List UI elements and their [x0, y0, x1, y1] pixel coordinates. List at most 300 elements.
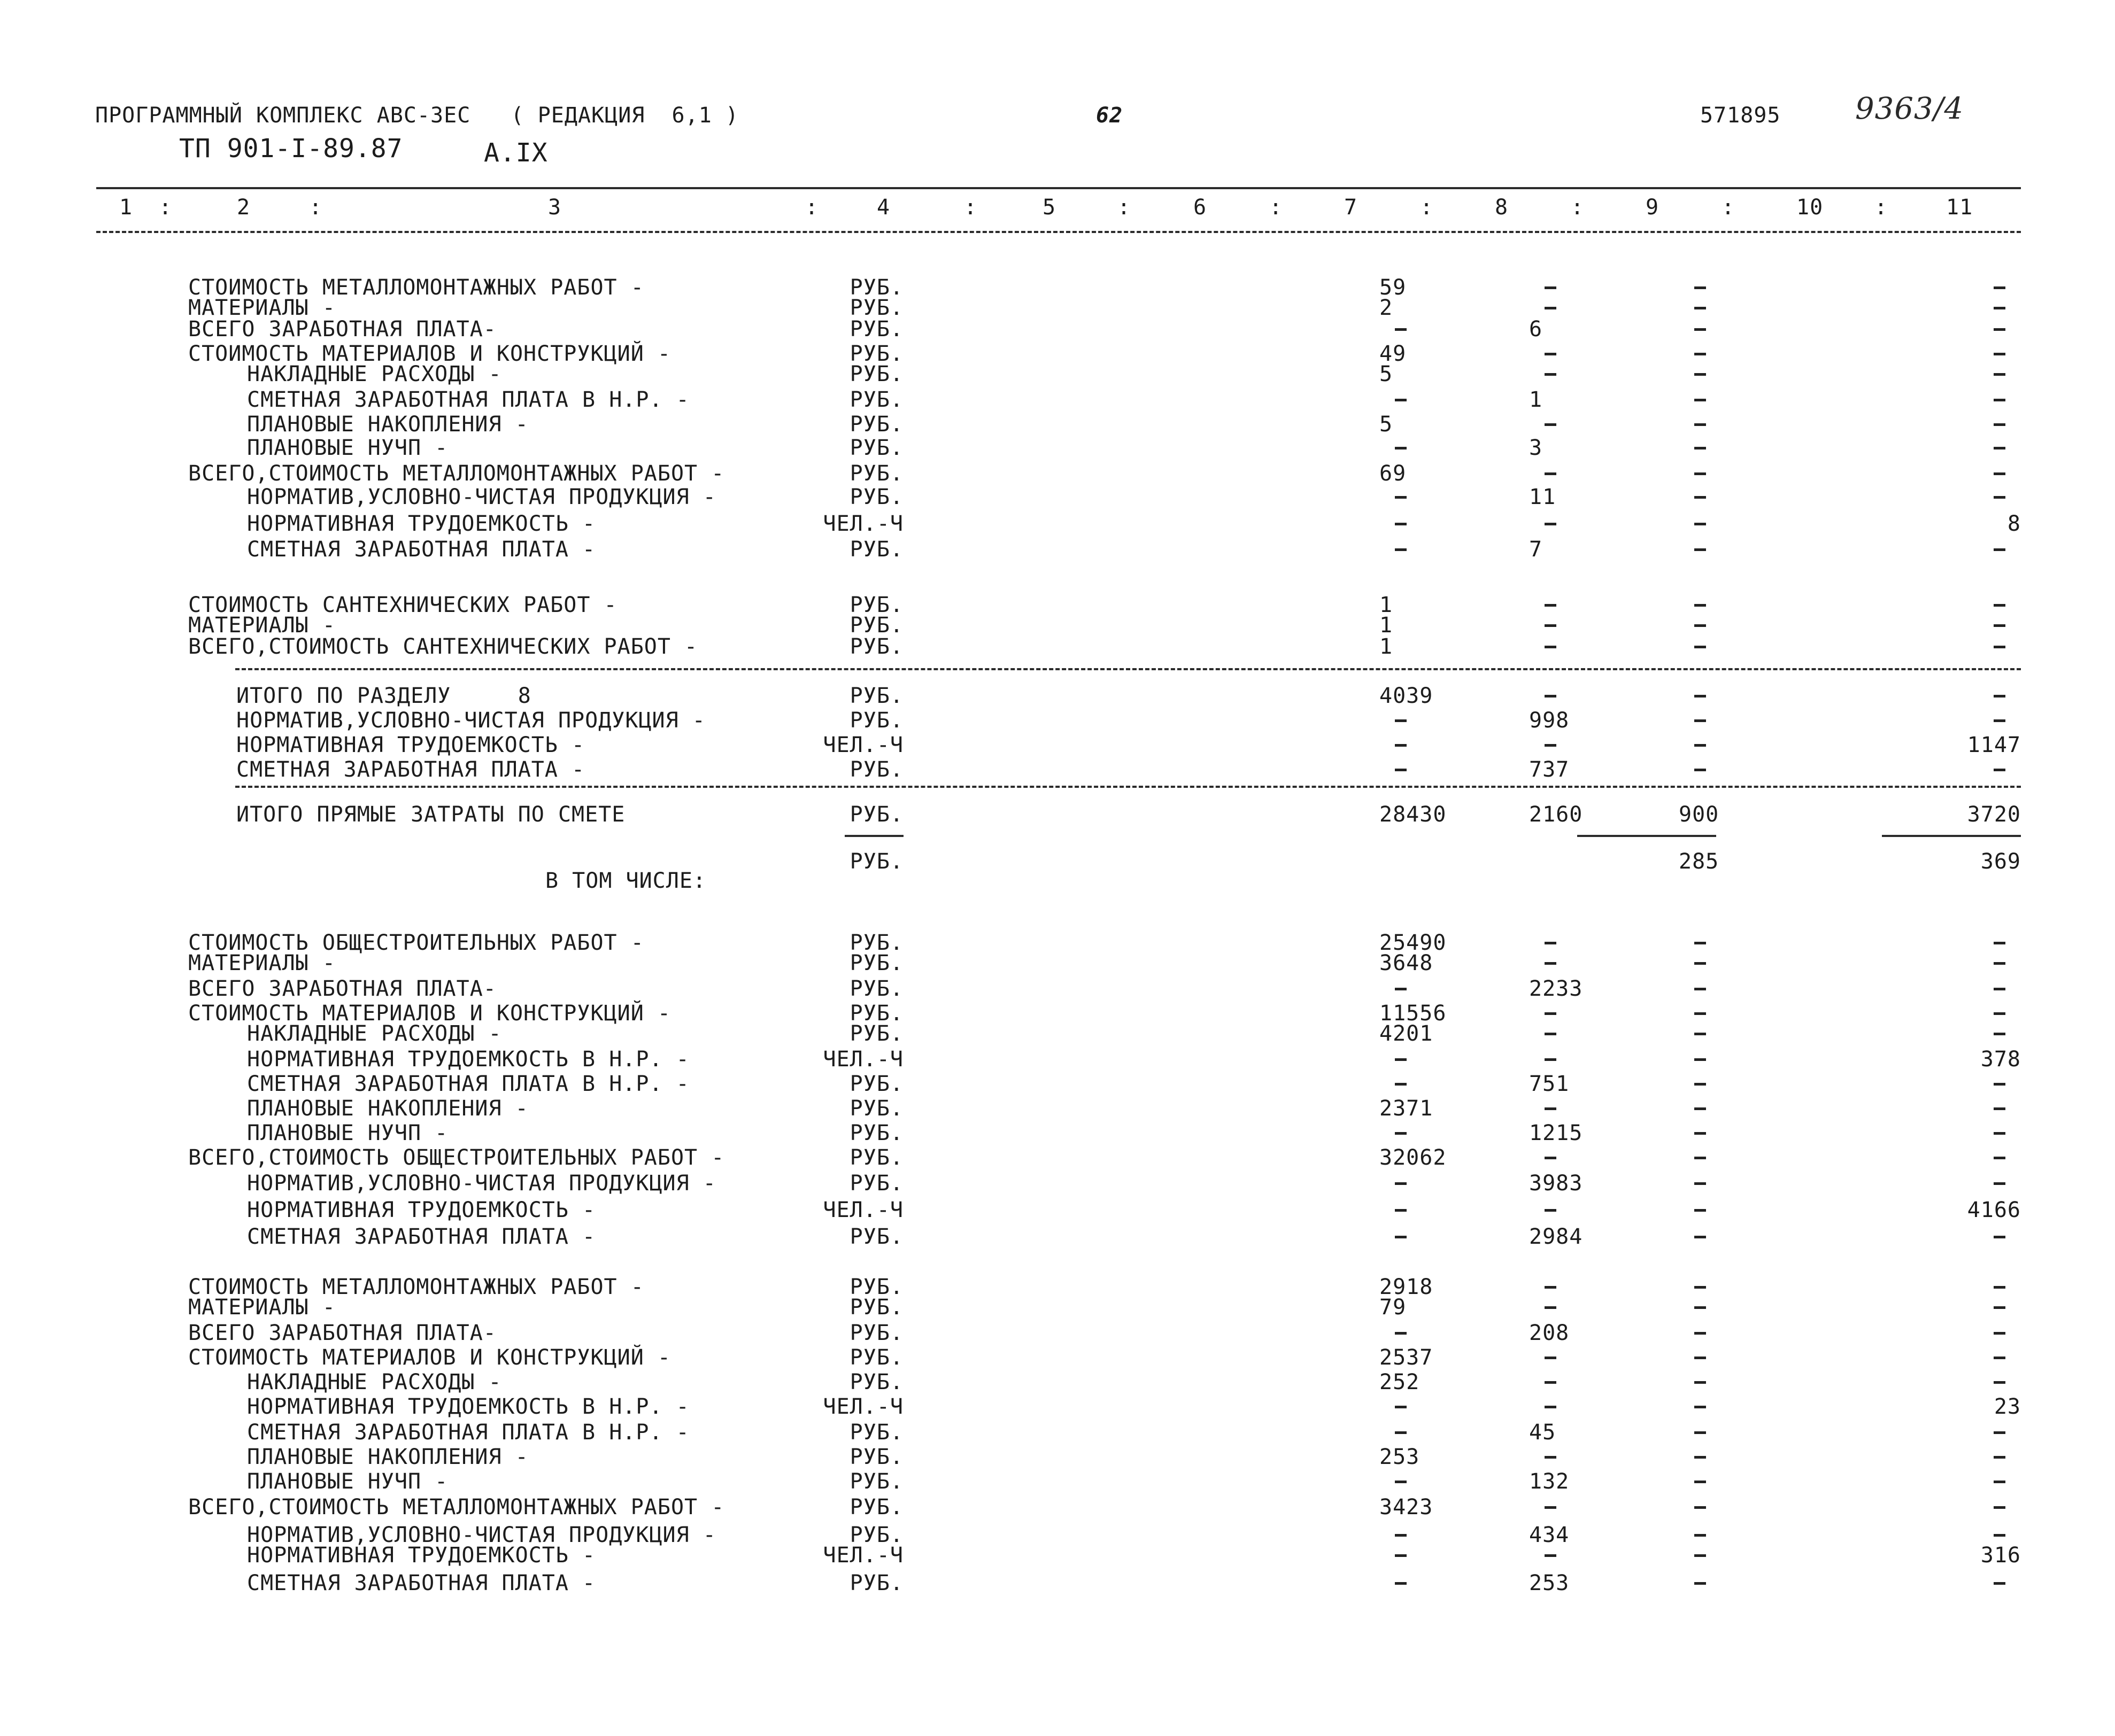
column-header-10: 10: [1796, 195, 1824, 220]
column-header-5: 5: [1043, 195, 1056, 220]
row-unit: ЧЕЛ.-Ч: [823, 511, 904, 536]
row-dash-c9: [1694, 624, 1706, 627]
column-separator: :: [1874, 195, 1888, 220]
row-value-c7: 5: [1379, 362, 1393, 386]
row-label: СТОИМОСТЬ МАТЕРИАЛОВ И КОНСТРУКЦИЙ -: [188, 342, 671, 366]
row-label: НОРМАТИВНАЯ ТРУДОЕМКОСТЬ В Н.Р. -: [247, 1394, 690, 1419]
row-label: СТОИМОСТЬ МЕТАЛЛОМОНТАЖНЫХ РАБОТ -: [188, 275, 644, 300]
row-dash-c8: [1545, 1306, 1556, 1309]
row-dash-c11: [1994, 423, 2005, 426]
row-dash-c11: [1994, 1132, 2005, 1135]
row-dash-c9: [1694, 962, 1706, 965]
row-dash-c11: [1994, 373, 2005, 376]
row-dash-c8: [1545, 646, 1556, 648]
row-dash-c9: [1694, 1481, 1706, 1483]
row-label: ПЛАНОВЫЕ НАКОПЛЕНИЯ -: [247, 1445, 529, 1469]
row-dash-c9: [1694, 1033, 1706, 1035]
program-title: ПРОГРАММНЫЙ КОМПЛЕКС АВС-3ЕС ( РЕДАКЦИЯ 6,1 ): [95, 103, 739, 128]
row-dash-c9: [1694, 1132, 1706, 1135]
row-dash-c9: [1694, 1582, 1706, 1585]
row-value-c7: 3648: [1379, 951, 1433, 975]
row-dash-c11: [1994, 1306, 2005, 1309]
row-label: ВСЕГО,СТОИМОСТЬ ОБЩЕСТРОИТЕЛЬНЫХ РАБОТ -: [188, 1145, 725, 1170]
row-unit: РУБ.: [850, 1001, 904, 1026]
row-dash-c11: [1994, 399, 2005, 401]
row-unit: РУБ.: [850, 436, 904, 460]
document-code: 571895: [1700, 103, 1781, 128]
row-label: ПЛАНОВЫЕ НУЧП -: [247, 1469, 449, 1494]
row-dash-c8: [1545, 423, 1556, 426]
row-label: ВСЕГО,СТОИМОСТЬ МЕТАЛЛОМОНТАЖНЫХ РАБОТ -: [188, 1495, 725, 1520]
row-unit: РУБ.: [850, 1171, 904, 1196]
row-unit: РУБ.: [850, 802, 904, 827]
row-unit: РУБ.: [850, 1571, 904, 1595]
row-dash-c8: [1545, 962, 1556, 965]
row-dash-c9: [1694, 373, 1706, 376]
row-dash-c9: [1694, 423, 1706, 426]
row-unit: РУБ.: [850, 1021, 904, 1046]
row-dash-c7: [1395, 1209, 1407, 1212]
row-unit: РУБ.: [850, 387, 904, 412]
page-number: 62: [1096, 103, 1123, 128]
row-value-c8: 3983: [1529, 1171, 1583, 1196]
row-unit: РУБ.: [850, 461, 904, 486]
row-unit: РУБ.: [850, 362, 904, 386]
row-dash-c8: [1545, 307, 1556, 309]
project-code: ТП 901-I-89.87: [179, 134, 403, 164]
row-unit: ЧЕЛ.-Ч: [823, 1198, 904, 1222]
column-separator: :: [1269, 195, 1283, 220]
row-value-c9: 900: [1679, 802, 1719, 827]
row-label: ВСЕГО ЗАРАБОТНАЯ ПЛАТА-: [188, 317, 497, 342]
row-label: СМЕТНАЯ ЗАРАБОТНАЯ ПЛАТА -: [247, 537, 596, 562]
row-label: НОРМАТИВ,УСЛОВНО-ЧИСТАЯ ПРОДУКЦИЯ -: [247, 485, 716, 509]
row-dash-c11: [1994, 447, 2005, 449]
row-dash-c9: [1694, 942, 1706, 944]
row-dash-c11: [1994, 719, 2005, 722]
row-dash-c7: [1395, 1058, 1407, 1061]
row-value-c8: 2233: [1529, 976, 1583, 1001]
row-dash-c9: [1694, 744, 1706, 747]
row-label: СТОИМОСТЬ МАТЕРИАЛОВ И КОНСТРУКЦИЙ -: [188, 1345, 671, 1370]
row-dash-c9: [1694, 286, 1706, 289]
row-dash-c11: [1994, 1431, 2005, 1434]
col9-underline: [1577, 835, 1716, 837]
row-dash-c11: [1994, 1083, 2005, 1086]
row-dash-c11: [1994, 548, 2005, 551]
row-value-c7: 2371: [1379, 1096, 1433, 1121]
row-dash-c7: [1395, 1406, 1407, 1408]
row-dash-c11: [1994, 496, 2005, 499]
row-value-c11: 3720: [1967, 802, 2021, 827]
column-header-2: 2: [237, 195, 251, 220]
row-dash-c8: [1545, 1286, 1556, 1289]
row-dash-c11: [1994, 1506, 2005, 1509]
row-value-c11: 316: [1980, 1543, 2021, 1568]
row-label: СТОИМОСТЬ САНТЕХНИЧЕСКИХ РАБОТ -: [188, 593, 617, 617]
row-label: ВСЕГО ЗАРАБОТНАЯ ПЛАТА-: [188, 1321, 497, 1345]
row-dash-c8: [1545, 286, 1556, 289]
row-dash-c7: [1395, 744, 1407, 747]
row-unit: РУБ.: [850, 1445, 904, 1469]
row-unit: РУБ.: [850, 1145, 904, 1170]
row-dash-c7: [1395, 1431, 1407, 1434]
row-label: МАТЕРИАЛЫ -: [188, 296, 336, 320]
row-value-c7: 2537: [1379, 1345, 1433, 1370]
row-dash-c9: [1694, 646, 1706, 648]
row-unit: РУБ.: [850, 684, 904, 708]
row-dash-c9: [1694, 496, 1706, 499]
row-label: МАТЕРИАЛЫ -: [188, 951, 336, 975]
row-value-c7: 1: [1379, 634, 1393, 659]
row-dash-c9: [1694, 1456, 1706, 1459]
row-dash-c11: [1994, 695, 2005, 698]
row-dash-c11: [1994, 1357, 2005, 1359]
row-dash-c8: [1545, 1033, 1556, 1035]
row-unit: РУБ.: [850, 757, 904, 782]
row-dash-c11: [1994, 769, 2005, 771]
row-dash-c7: [1395, 1132, 1407, 1135]
column-separator: :: [1420, 195, 1434, 220]
row-label: ВСЕГО,СТОИМОСТЬ МЕТАЛЛОМОНТАЖНЫХ РАБОТ -: [188, 461, 725, 486]
row-dash-c9: [1694, 1554, 1706, 1557]
row-dash-c7: [1395, 328, 1407, 331]
row-value-c8: 6: [1529, 317, 1543, 342]
column-separator: :: [1571, 195, 1585, 220]
row-label: НОРМАТИВНАЯ ТРУДОЕМКОСТЬ -: [247, 1198, 596, 1222]
row-dash-c9: [1694, 399, 1706, 401]
row-unit: ЧЕЛ.-Ч: [823, 1047, 904, 1072]
row-unit: РУБ.: [850, 1275, 904, 1299]
row-value-c11: 8: [2007, 511, 2021, 536]
row-unit: ЧЕЛ.-Ч: [823, 1394, 904, 1419]
row-label: НАКЛАДНЫЕ РАСХОДЫ -: [247, 362, 502, 386]
column-header-4: 4: [877, 195, 891, 220]
row-unit: РУБ.: [850, 1469, 904, 1494]
row-unit: РУБ.: [850, 412, 904, 437]
row-dash-c9: [1694, 523, 1706, 525]
row-value-c8: 208: [1529, 1321, 1570, 1345]
row-dash-c11: [1994, 472, 2005, 475]
row-dash-c11: [1994, 1381, 2005, 1384]
row-label: СМЕТНАЯ ЗАРАБОТНАЯ ПЛАТА В Н.Р. -: [247, 1420, 690, 1445]
row-dash-c11: [1994, 1582, 2005, 1585]
row-unit: РУБ.: [850, 1345, 904, 1370]
row-value-c7: 4201: [1379, 1021, 1433, 1046]
row-unit: РУБ.: [850, 296, 904, 320]
row-label: ВСЕГО,СТОИМОСТЬ САНТЕХНИЧЕСКИХ РАБОТ -: [188, 634, 698, 659]
row-unit: РУБ.: [850, 1495, 904, 1520]
row-unit: РУБ.: [850, 537, 904, 562]
row-label: НОРМАТИВНАЯ ТРУДОЕМКОСТЬ -: [247, 1543, 596, 1568]
row-unit: РУБ.: [850, 1224, 904, 1249]
row-value-c7: 1: [1379, 593, 1393, 617]
row-dash-c9: [1694, 719, 1706, 722]
row-unit: РУБ.: [850, 275, 904, 300]
row-label: НОРМАТИВ,УСЛОВНО-ЧИСТАЯ ПРОДУКЦИЯ -: [236, 708, 706, 733]
row-label: НАКЛАДНЫЕ РАСХОДЫ -: [247, 1021, 502, 1046]
row-dash-c7: [1395, 1236, 1407, 1238]
row-dash-c8: [1545, 942, 1556, 944]
row-dash-c9: [1694, 1107, 1706, 1110]
row-dash-c11: [1994, 1286, 2005, 1289]
row-dash-c11: [1994, 1033, 2005, 1035]
row-unit: РУБ.: [850, 1523, 904, 1547]
row-dash-c8: [1545, 1157, 1556, 1159]
row-value-c8: 2160: [1529, 802, 1583, 827]
direct-costs-rule: [235, 786, 2021, 788]
row-dash-c9: [1694, 1182, 1706, 1185]
row-value-c7: 2: [1379, 296, 1393, 320]
row-dash-c8: [1545, 1012, 1556, 1015]
row-label: СМЕТНАЯ ЗАРАБОТНАЯ ПЛАТА В Н.Р. -: [247, 387, 690, 412]
row-value-c9: 285: [1679, 849, 1719, 874]
row-dash-c7: [1395, 399, 1407, 401]
row-dash-c9: [1694, 307, 1706, 309]
row-dash-c11: [1994, 1534, 2005, 1537]
row-value-c7: 28430: [1379, 802, 1447, 827]
row-dash-c9: [1694, 1534, 1706, 1537]
album-code: А.IX: [484, 138, 548, 168]
row-dash-c7: [1395, 548, 1407, 551]
row-unit: РУБ.: [850, 976, 904, 1001]
row-label: НОРМАТИВ,УСЛОВНО-ЧИСТАЯ ПРОДУКЦИЯ -: [247, 1523, 716, 1547]
row-unit: РУБ.: [850, 342, 904, 366]
row-value-c7: 4039: [1379, 684, 1433, 708]
row-dash-c11: [1994, 604, 2005, 607]
row-label: СМЕТНАЯ ЗАРАБОТНАЯ ПЛАТА -: [247, 1571, 596, 1595]
column-separator: :: [964, 195, 978, 220]
row-dash-c9: [1694, 1381, 1706, 1384]
handwritten-number: 9363/4: [1855, 91, 1964, 126]
row-value-c8: 7: [1529, 537, 1543, 562]
row-dash-c11: [1994, 962, 2005, 965]
row-dash-c8: [1545, 695, 1556, 698]
column-separator: :: [1722, 195, 1735, 220]
row-dash-c7: [1395, 719, 1407, 722]
row-value-c11: 369: [1980, 849, 2021, 874]
row-dash-c7: [1395, 447, 1407, 449]
row-dash-c8: [1545, 1209, 1556, 1212]
row-dash-c9: [1694, 1357, 1706, 1359]
row-dash-c8: [1545, 353, 1556, 355]
row-label: МАТЕРИАЛЫ -: [188, 613, 336, 638]
row-label: МАТЕРИАЛЫ -: [188, 1295, 336, 1320]
column-separator: :: [805, 195, 819, 220]
row-value-c8: 1: [1529, 387, 1543, 412]
header-top-rule: [96, 187, 2021, 189]
row-value-c7: 32062: [1379, 1145, 1447, 1170]
row-dash-c8: [1545, 472, 1556, 475]
row-dash-c11: [1994, 1107, 2005, 1110]
row-dash-c8: [1545, 1107, 1556, 1110]
column-header-9: 9: [1646, 195, 1659, 220]
row-dash-c9: [1694, 1406, 1706, 1408]
row-unit: РУБ.: [850, 485, 904, 509]
row-value-c7: 49: [1379, 342, 1407, 366]
row-unit: ЧЕЛ.-Ч: [823, 1543, 904, 1568]
row-value-c7: 5: [1379, 412, 1393, 437]
row-unit: РУБ.: [850, 634, 904, 659]
row-dash-c11: [1994, 942, 2005, 944]
row-dash-c9: [1694, 1012, 1706, 1015]
row-value-c8: 1215: [1529, 1121, 1583, 1145]
row-value-c7: 3423: [1379, 1495, 1433, 1520]
row-dash-c7: [1395, 523, 1407, 525]
row-dash-c11: [1994, 1456, 2005, 1459]
row-dash-c7: [1395, 496, 1407, 499]
row-dash-c11: [1994, 1332, 2005, 1335]
row-value-c11: 1147: [1967, 733, 2021, 757]
section-heading: В ТОМ ЧИСЛЕ:: [545, 869, 706, 893]
row-dash-c9: [1694, 769, 1706, 771]
row-label: ИТОГО ПРЯМЫЕ ЗАТРАТЫ ПО СМЕТЕ: [236, 802, 626, 827]
column-header-11: 11: [1946, 195, 1973, 220]
row-unit: РУБ.: [850, 1420, 904, 1445]
row-label: НОРМАТИВНАЯ ТРУДОЕМКОСТЬ -: [236, 733, 585, 757]
row-dash-c11: [1994, 1182, 2005, 1185]
column-header-7: 7: [1344, 195, 1358, 220]
row-dash-c9: [1694, 1286, 1706, 1289]
section-total-rule: [235, 668, 2021, 670]
header-bottom-rule: [96, 231, 2021, 233]
row-dash-c9: [1694, 1236, 1706, 1238]
row-value-c8: 751: [1529, 1072, 1570, 1096]
row-dash-c11: [1994, 1012, 2005, 1015]
row-dash-c8: [1545, 604, 1556, 607]
row-unit: РУБ.: [850, 613, 904, 638]
row-dash-c9: [1694, 1506, 1706, 1509]
row-value-c7: 253: [1379, 1445, 1420, 1469]
row-value-c7: 11556: [1379, 1001, 1447, 1026]
row-dash-c7: [1395, 1083, 1407, 1086]
row-value-c7: 1: [1379, 613, 1393, 638]
row-dash-c9: [1694, 695, 1706, 698]
row-value-c8: 737: [1529, 757, 1570, 782]
row-unit: РУБ.: [850, 931, 904, 955]
row-label: ИТОГО ПО РАЗДЕЛУ 8: [236, 684, 531, 708]
row-value-c8: 998: [1529, 708, 1570, 733]
column-header-3: 3: [548, 195, 562, 220]
row-dash-c9: [1694, 1157, 1706, 1159]
column-separator: :: [1117, 195, 1131, 220]
row-dash-c9: [1694, 1332, 1706, 1335]
row-dash-c9: [1694, 548, 1706, 551]
row-value-c11: 378: [1980, 1047, 2021, 1072]
row-unit: РУБ.: [850, 1121, 904, 1145]
row-dash-c7: [1395, 1554, 1407, 1557]
row-dash-c11: [1994, 328, 2005, 331]
row-dash-c11: [1994, 646, 2005, 648]
row-label: НОРМАТИВ,УСЛОВНО-ЧИСТАЯ ПРОДУКЦИЯ -: [247, 1171, 716, 1196]
row-unit: РУБ.: [850, 1072, 904, 1096]
row-dash-c9: [1694, 1431, 1706, 1434]
row-dash-c7: [1395, 1582, 1407, 1585]
row-dash-c11: [1994, 353, 2005, 355]
row-dash-c9: [1694, 1209, 1706, 1212]
row-value-c7: 79: [1379, 1295, 1407, 1320]
row-value-c8: 45: [1529, 1420, 1556, 1445]
row-dash-c8: [1545, 1406, 1556, 1408]
row-label: НОРМАТИВНАЯ ТРУДОЕМКОСТЬ -: [247, 511, 596, 536]
column-separator: :: [309, 195, 323, 220]
row-dash-c8: [1545, 1357, 1556, 1359]
row-value-c11: 23: [1994, 1394, 2021, 1419]
row-dash-c8: [1545, 1456, 1556, 1459]
row-label: ПЛАНОВЫЕ НУЧП -: [247, 1121, 449, 1145]
row-unit: РУБ.: [850, 317, 904, 342]
col11-underline: [1882, 835, 2021, 837]
row-dash-c11: [1994, 1157, 2005, 1159]
row-label: СТОИМОСТЬ МЕТАЛЛОМОНТАЖНЫХ РАБОТ -: [188, 1275, 644, 1299]
row-dash-c7: [1395, 1332, 1407, 1335]
row-value-c8: 2984: [1529, 1224, 1583, 1249]
row-unit: РУБ.: [850, 1321, 904, 1345]
row-value-c7: 59: [1379, 275, 1407, 300]
row-dash-c9: [1694, 328, 1706, 331]
row-unit: РУБ.: [850, 1295, 904, 1320]
row-dash-c8: [1545, 1554, 1556, 1557]
row-unit: РУБ.: [850, 1096, 904, 1121]
row-dash-c9: [1694, 1306, 1706, 1309]
row-dash-c8: [1545, 744, 1556, 747]
row-dash-c8: [1545, 624, 1556, 627]
row-value-c11: 4166: [1967, 1198, 2021, 1222]
row-dash-c9: [1694, 988, 1706, 990]
row-dash-c9: [1694, 447, 1706, 449]
row-dash-c8: [1545, 373, 1556, 376]
row-value-c8: 253: [1529, 1571, 1570, 1595]
row-dash-c7: [1395, 1182, 1407, 1185]
row-dash-c9: [1694, 1058, 1706, 1061]
row-dash-c8: [1545, 1381, 1556, 1384]
row-unit: РУБ.: [850, 1370, 904, 1394]
row-label: СТОИМОСТЬ ОБЩЕСТРОИТЕЛЬНЫХ РАБОТ -: [188, 931, 644, 955]
row-dash-c11: [1994, 1481, 2005, 1483]
row-value-c8: 11: [1529, 485, 1556, 509]
row-dash-c9: [1694, 604, 1706, 607]
row-dash-c11: [1994, 1236, 2005, 1238]
row-dash-c7: [1395, 1481, 1407, 1483]
row-dash-c11: [1994, 286, 2005, 289]
row-label: ПЛАНОВЫЕ НАКОПЛЕНИЯ -: [247, 1096, 529, 1121]
row-value-c7: 2918: [1379, 1275, 1433, 1299]
row-dash-c7: [1395, 1534, 1407, 1537]
row-value-c8: 434: [1529, 1523, 1570, 1547]
column-header-1: 1: [119, 195, 133, 220]
row-dash-c9: [1694, 472, 1706, 475]
row-label: НОРМАТИВНАЯ ТРУДОЕМКОСТЬ В Н.Р. -: [247, 1047, 690, 1072]
row-dash-c9: [1694, 353, 1706, 355]
row-unit: РУБ.: [850, 708, 904, 733]
row-value-c7: 252: [1379, 1370, 1420, 1394]
row-label: СТОИМОСТЬ МАТЕРИАЛОВ И КОНСТРУКЦИЙ -: [188, 1001, 671, 1026]
row-dash-c11: [1994, 307, 2005, 309]
row-label: НАКЛАДНЫЕ РАСХОДЫ -: [247, 1370, 502, 1394]
row-label: ПЛАНОВЫЕ НУЧП -: [247, 436, 449, 460]
row-dash-c8: [1545, 1058, 1556, 1061]
row-label: ПЛАНОВЫЕ НАКОПЛЕНИЯ -: [247, 412, 529, 437]
row-dash-c8: [1545, 523, 1556, 525]
row-value-c7: 25490: [1379, 931, 1447, 955]
row-dash-c7: [1395, 769, 1407, 771]
column-header-6: 6: [1193, 195, 1207, 220]
row-unit: РУБ.: [850, 593, 904, 617]
row-value-c7: 69: [1379, 461, 1407, 486]
column-separator: :: [159, 195, 173, 220]
row-value-c8: 132: [1529, 1469, 1570, 1494]
row-label: СМЕТНАЯ ЗАРАБОТНАЯ ПЛАТА -: [236, 757, 585, 782]
